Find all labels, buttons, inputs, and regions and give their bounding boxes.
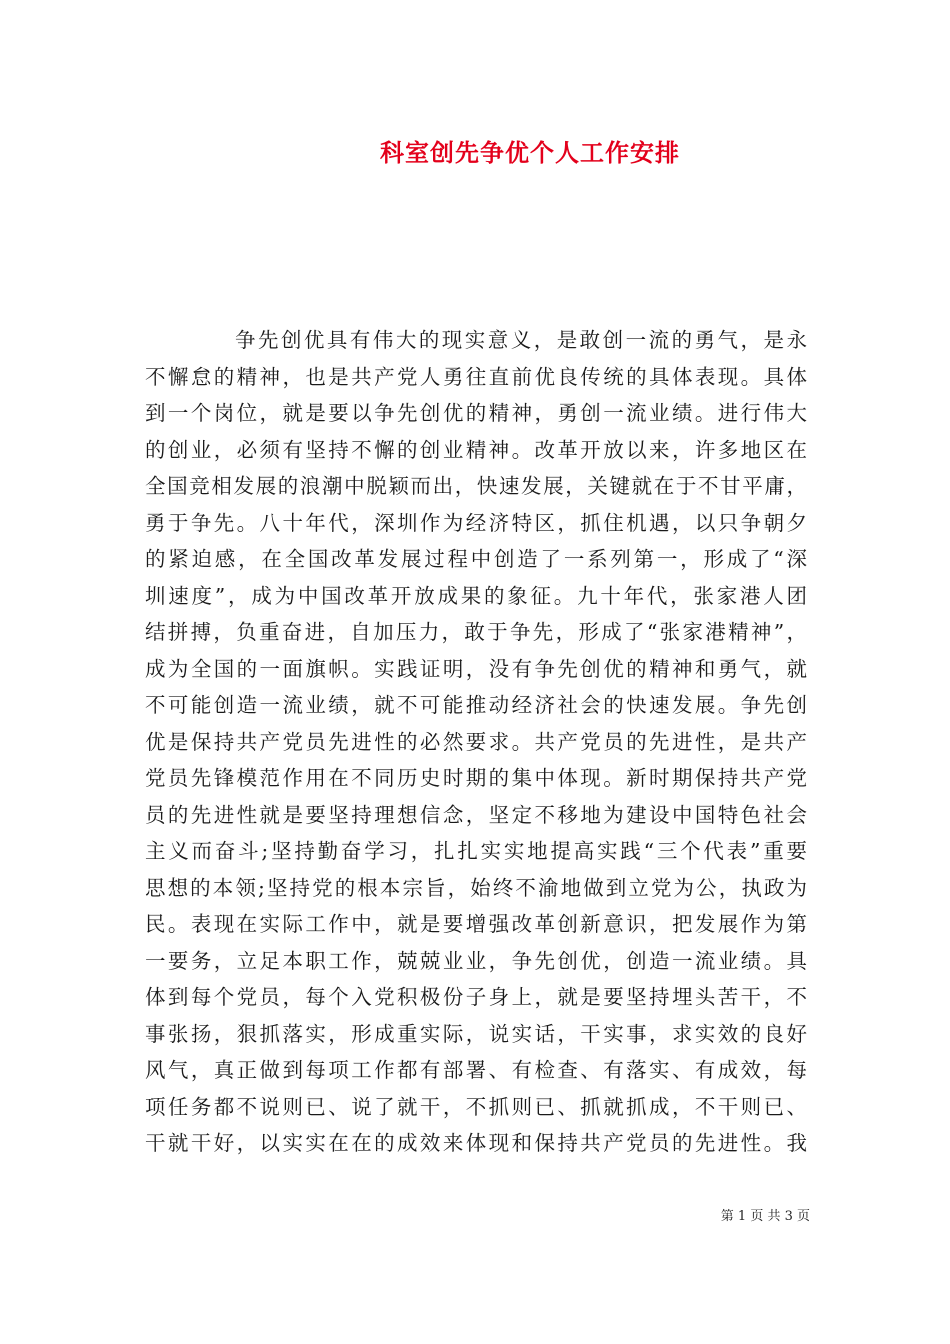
body-line: 勇于争先。八十年代，深圳作为经济特区，抓住机遇，以只争朝夕 — [145, 510, 807, 535]
body-line: 争先创优具有伟大的现实意义，是敢创一流的勇气，是永 — [235, 328, 807, 352]
body-line: 圳速度”，成为中国改革开放成果的象征。九十年代，张家港人团 — [145, 583, 807, 608]
body-line: 全国竞相发展的浪潮中脱颖而出，快速发展，关键就在于不甘平庸， — [145, 474, 807, 498]
body-line: 优是保持共产党员先进性的必然要求。共产党员的先进性，是共产 — [145, 729, 807, 754]
body-line: 到一个岗位，就是要以争先创优的精神，勇创一流业绩。进行伟大 — [145, 401, 807, 425]
body-line: 不懈怠的精神，也是共产党人勇往直前优良传统的具体表现。具体 — [145, 364, 807, 389]
page-number: 第 1 页 共 3 页 — [720, 1209, 810, 1224]
body-line: 党员先锋模范作用在不同历史时期的集中体现。新时期保持共产党 — [145, 766, 807, 790]
body-line: 民。表现在实际工作中，就是要增强改革创新意识，把发展作为第 — [145, 912, 807, 936]
body-text — [145, 322, 807, 1162]
document-title: 科室创先争优个人工作安排 — [380, 138, 680, 167]
body-line: 成为全国的一面旗帜。实践证明，没有争先创优的精神和勇气，就 — [145, 656, 807, 681]
body-line: 的紧迫感，在全国改革发展过程中创造了一系列第一，形成了“深 — [145, 547, 807, 571]
body-line: 风气，真正做到每项工作都有部署、有检查、有落实、有成效，每 — [145, 1058, 807, 1082]
body-line: 体到每个党员，每个入党积极份子身上，就是要坚持埋头苦干，不 — [145, 985, 807, 1009]
body-line: 一要务，立足本职工作，兢兢业业，争先创优，创造一流业绩。具 — [145, 948, 807, 973]
body-line: 事张扬，狠抓落实，形成重实际，说实话，干实事，求实效的良好 — [145, 1021, 807, 1046]
body-line: 干就干好，以实实在在的成效来体现和保持共产党员的先进性。我 — [145, 1131, 807, 1155]
body-line: 主义而奋斗;坚持勤奋学习，扎扎实实地提高实践“三个代表”重要 — [145, 839, 807, 863]
body-line: 的创业，必须有坚持不懈的创业精神。改革开放以来，许多地区在 — [145, 437, 807, 462]
body-line: 思想的本领;坚持党的根本宗旨，始终不渝地做到立党为公，执政为 — [145, 875, 807, 900]
body-line: 不可能创造一流业绩，就不可能推动经济社会的快速发展。争先创 — [145, 693, 807, 717]
body-line: 员的先进性就是要坚持理想信念，坚定不移地为建设中国特色社会 — [145, 802, 807, 827]
body-line: 结拼搏，负重奋进，自加压力，敢于争先，形成了“张家港精神”， — [145, 620, 807, 644]
body-line: 项任务都不说则已、说了就干，不抓则已、抓就抓成，不干则已、 — [145, 1094, 807, 1119]
